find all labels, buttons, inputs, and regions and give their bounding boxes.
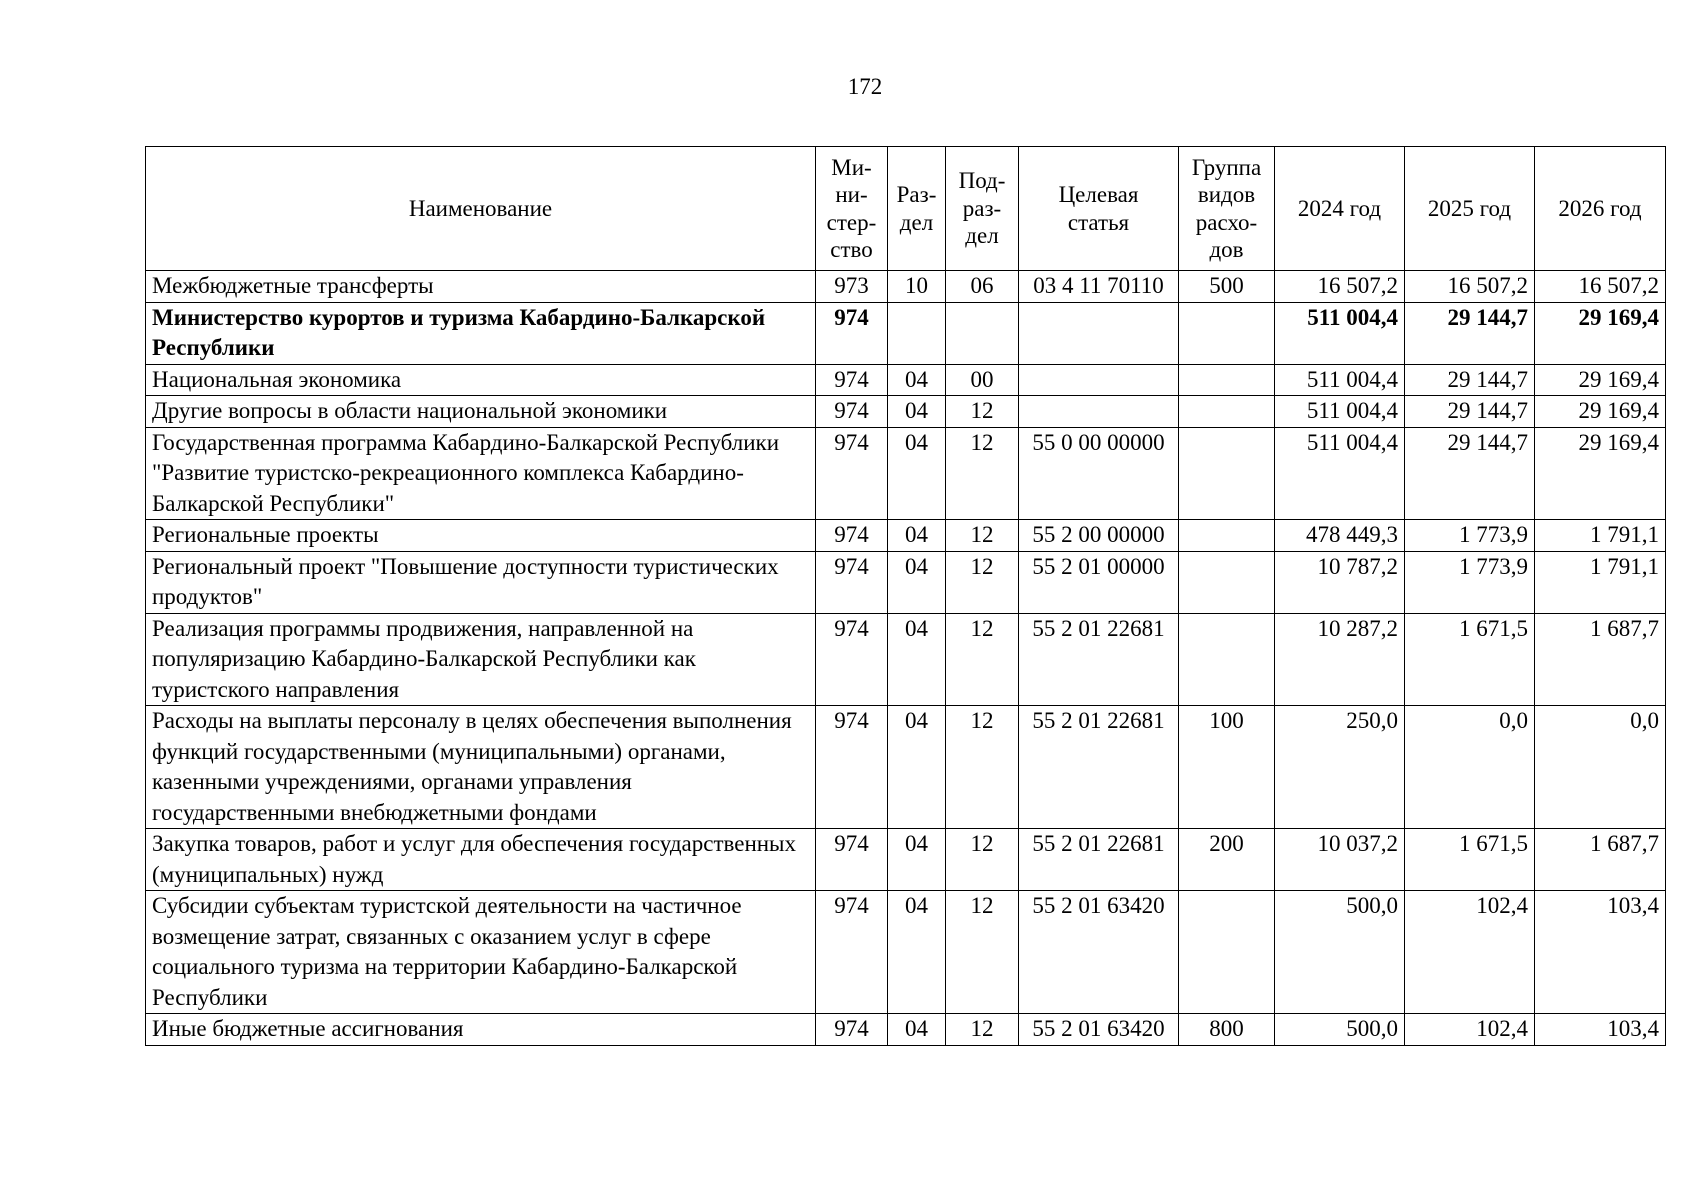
table-row	[146, 706, 1666, 829]
header-name: Наименование	[146, 147, 816, 271]
cell-2026: 1 687,7	[1535, 829, 1666, 891]
cell-target	[1019, 364, 1179, 396]
cell-subsection: 12	[946, 427, 1019, 520]
cell-target: 03 4 11 70110	[1019, 271, 1179, 303]
cell-subsection: 12	[946, 520, 1019, 552]
table-row	[146, 396, 1666, 428]
cell-2024: 250,0	[1275, 706, 1405, 829]
cell-2024: 511 004,4	[1275, 396, 1405, 428]
cell-target: 55 2 01 22681	[1019, 829, 1179, 891]
cell-ministry: 974	[816, 891, 888, 1014]
cell-2024: 10 787,2	[1275, 551, 1405, 613]
cell-ministry: 974	[816, 427, 888, 520]
table-row	[146, 1014, 1666, 1046]
cell-target: 55 2 01 00000	[1019, 551, 1179, 613]
cell-section: 04	[888, 551, 946, 613]
cell-group	[1179, 427, 1275, 520]
table-row	[146, 427, 1666, 520]
cell-ministry: 974	[816, 520, 888, 552]
table-row	[146, 364, 1666, 396]
cell-2026: 29 169,4	[1535, 396, 1666, 428]
cell-section: 04	[888, 427, 946, 520]
budget-table	[145, 146, 1666, 1046]
cell-subsection: 12	[946, 891, 1019, 1014]
cell-2026: 29 169,4	[1535, 427, 1666, 520]
header-2026: 2026 год	[1535, 147, 1666, 271]
cell-group	[1179, 364, 1275, 396]
cell-target	[1019, 396, 1179, 428]
cell-2024: 511 004,4	[1275, 364, 1405, 396]
cell-section: 04	[888, 1014, 946, 1046]
cell-2026: 1 687,7	[1535, 613, 1666, 706]
cell-2024: 511 004,4	[1275, 302, 1405, 364]
cell-subsection: 12	[946, 1014, 1019, 1046]
cell-section: 10	[888, 271, 946, 303]
cell-2025: 102,4	[1405, 891, 1535, 1014]
cell-name: Национальная экономика	[146, 364, 816, 396]
cell-target: 55 0 00 00000	[1019, 427, 1179, 520]
cell-2025: 29 144,7	[1405, 427, 1535, 520]
cell-subsection: 12	[946, 829, 1019, 891]
cell-subsection	[946, 302, 1019, 364]
header-2025: 2025 год	[1405, 147, 1535, 271]
cell-name: Межбюджетные трансферты	[146, 271, 816, 303]
table-row	[146, 891, 1666, 1014]
cell-2025: 1 671,5	[1405, 613, 1535, 706]
cell-name: Министерство курортов и туризма Кабардино-Балкарской Республики	[146, 302, 816, 364]
cell-2025: 16 507,2	[1405, 271, 1535, 303]
cell-group	[1179, 302, 1275, 364]
cell-target: 55 2 01 63420	[1019, 891, 1179, 1014]
cell-ministry: 974	[816, 613, 888, 706]
header-row	[146, 147, 1666, 271]
header-section: Раз- дел	[888, 147, 946, 271]
cell-section: 04	[888, 520, 946, 552]
cell-group: 200	[1179, 829, 1275, 891]
page-number: 172	[847, 74, 883, 99]
cell-ministry: 973	[816, 271, 888, 303]
cell-2024: 478 449,3	[1275, 520, 1405, 552]
cell-2025: 29 144,7	[1405, 302, 1535, 364]
cell-2024: 10 037,2	[1275, 829, 1405, 891]
cell-2024: 500,0	[1275, 891, 1405, 1014]
header-target: Целевая статья	[1019, 147, 1179, 271]
cell-name: Реализация программы продвижения, направленной на популяризацию Кабардино-Балкарской Республики как туристского направления	[146, 613, 816, 706]
table-row	[146, 829, 1666, 891]
cell-group: 100	[1179, 706, 1275, 829]
cell-section: 04	[888, 364, 946, 396]
cell-2025: 102,4	[1405, 1014, 1535, 1046]
cell-target: 55 2 00 00000	[1019, 520, 1179, 552]
cell-group	[1179, 396, 1275, 428]
cell-group: 800	[1179, 1014, 1275, 1046]
cell-section: 04	[888, 706, 946, 829]
header-ministry: Ми- ни- стер- ство	[816, 147, 888, 271]
cell-2026: 0,0	[1535, 706, 1666, 829]
cell-2025: 29 144,7	[1405, 396, 1535, 428]
cell-2026: 1 791,1	[1535, 520, 1666, 552]
cell-2026: 103,4	[1535, 1014, 1666, 1046]
cell-group	[1179, 551, 1275, 613]
cell-section: 04	[888, 891, 946, 1014]
cell-group	[1179, 891, 1275, 1014]
cell-group: 500	[1179, 271, 1275, 303]
cell-subsection: 12	[946, 551, 1019, 613]
cell-2024: 500,0	[1275, 1014, 1405, 1046]
cell-2024: 16 507,2	[1275, 271, 1405, 303]
cell-ministry: 974	[816, 364, 888, 396]
cell-2026: 103,4	[1535, 891, 1666, 1014]
cell-target: 55 2 01 63420	[1019, 1014, 1179, 1046]
cell-name: Расходы на выплаты персоналу в целях обеспечения выполнения функций государственными (муниципальными) органами, казенными учреждениями, органами управления государственными внебюджетными фондами	[146, 706, 816, 829]
cell-subsection: 06	[946, 271, 1019, 303]
cell-target: 55 2 01 22681	[1019, 706, 1179, 829]
header-subsection: Под- раз- дел	[946, 147, 1019, 271]
cell-subsection: 00	[946, 364, 1019, 396]
cell-ministry: 974	[816, 829, 888, 891]
header-group: Группа видов расхо- дов	[1179, 147, 1275, 271]
cell-name: Региональные проекты	[146, 520, 816, 552]
cell-ministry: 974	[816, 396, 888, 428]
cell-section: 04	[888, 613, 946, 706]
header-2024: 2024 год	[1275, 147, 1405, 271]
cell-2025: 29 144,7	[1405, 364, 1535, 396]
cell-subsection: 12	[946, 706, 1019, 829]
cell-2026: 16 507,2	[1535, 271, 1666, 303]
table-row	[146, 520, 1666, 552]
cell-section: 04	[888, 829, 946, 891]
cell-name: Иные бюджетные ассигнования	[146, 1014, 816, 1046]
cell-target: 55 2 01 22681	[1019, 613, 1179, 706]
cell-name: Государственная программа Кабардино-Балкарской Республики "Развитие туристско-рекреационного комплекса Кабардино-Балкарской Республики"	[146, 427, 816, 520]
cell-subsection: 12	[946, 613, 1019, 706]
table-row	[146, 551, 1666, 613]
table-row	[146, 302, 1666, 364]
cell-subsection: 12	[946, 396, 1019, 428]
cell-ministry: 974	[816, 706, 888, 829]
cell-group	[1179, 613, 1275, 706]
cell-group	[1179, 520, 1275, 552]
cell-2024: 511 004,4	[1275, 427, 1405, 520]
cell-ministry: 974	[816, 551, 888, 613]
cell-name: Другие вопросы в области национальной экономики	[146, 396, 816, 428]
cell-2026: 29 169,4	[1535, 302, 1666, 364]
cell-name: Закупка товаров, работ и услуг для обеспечения государственных (муниципальных) нужд	[146, 829, 816, 891]
cell-target	[1019, 302, 1179, 364]
cell-2025: 1 671,5	[1405, 829, 1535, 891]
cell-2025: 1 773,9	[1405, 551, 1535, 613]
cell-2025: 1 773,9	[1405, 520, 1535, 552]
cell-2026: 29 169,4	[1535, 364, 1666, 396]
cell-name: Региональный проект "Повышение доступности туристических продуктов"	[146, 551, 816, 613]
cell-2026: 1 791,1	[1535, 551, 1666, 613]
cell-section	[888, 302, 946, 364]
table-row	[146, 613, 1666, 706]
cell-ministry: 974	[816, 302, 888, 364]
cell-section: 04	[888, 396, 946, 428]
cell-2025: 0,0	[1405, 706, 1535, 829]
cell-2024: 10 287,2	[1275, 613, 1405, 706]
table-body	[146, 271, 1666, 1046]
cell-name: Субсидии субъектам туристской деятельности на частичное возмещение затрат, связанных с оказанием услуг в сфере социального туризма на территории Кабардино-Балкарской Республики	[146, 891, 816, 1014]
table-row	[146, 271, 1666, 303]
cell-ministry: 974	[816, 1014, 888, 1046]
